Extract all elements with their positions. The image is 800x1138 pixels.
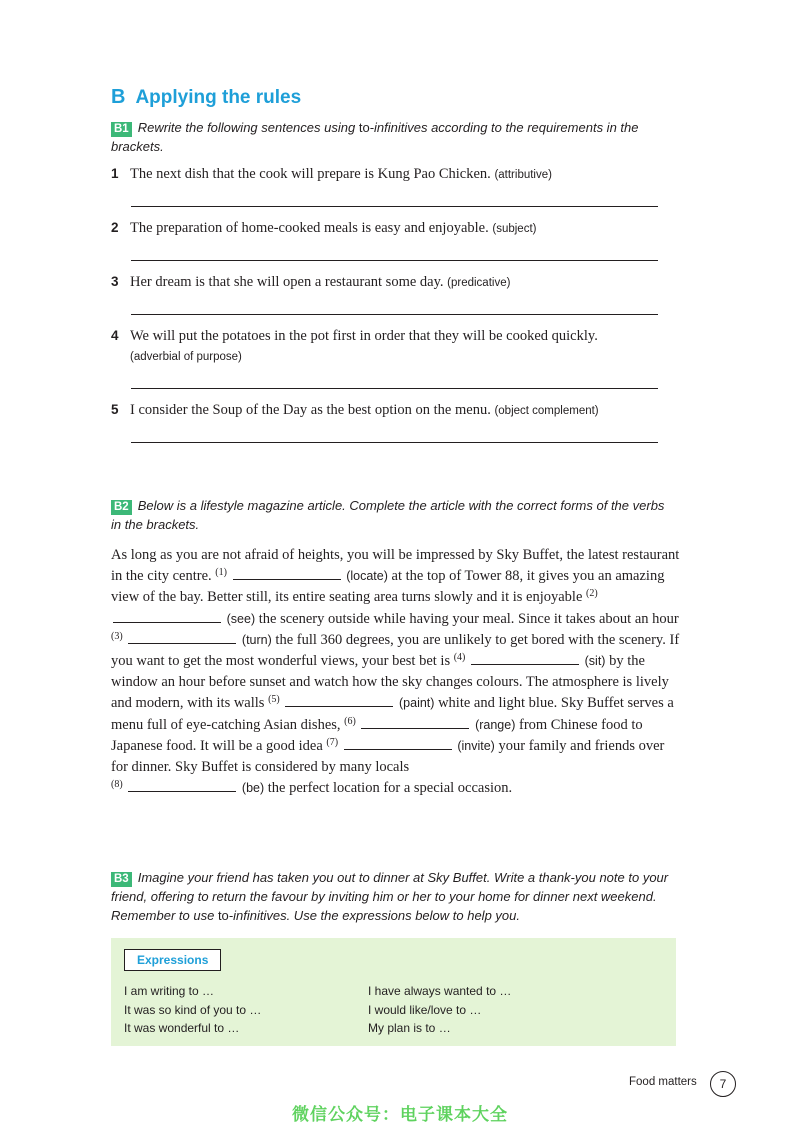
question-4: [111, 325, 681, 368]
b3-instr-part1: Imagine your friend has taken you out to dinner at Sky Buffet. Write a thank-you note to your friend, offering to return the favour by inviting him or her to your home for dinner next weekend. Remember to use: [111, 870, 669, 923]
b2-badge: B2: [111, 500, 132, 515]
question-1: [111, 163, 681, 186]
verb-hint: (turn): [241, 632, 272, 647]
b3-instr-part2: -infinitives. Use the expressions below to help you.: [228, 908, 520, 923]
blank-number: (4): [453, 652, 466, 664]
question-5: [111, 399, 681, 422]
question-number: 4: [111, 328, 119, 343]
answer-line-1[interactable]: [131, 206, 658, 207]
question-number: 2: [111, 220, 119, 235]
question-number: 5: [111, 402, 119, 417]
article-text: the perfect location for a special occasion.: [267, 780, 513, 797]
b2-instructions: [111, 496, 676, 534]
verb-hint: (paint): [399, 696, 435, 711]
expression-item: I would like/love to …: [368, 1002, 482, 1017]
answer-line-3[interactable]: [131, 314, 658, 315]
expression-item: It was wonderful to …: [124, 1021, 240, 1035]
article-text: the scenery outside while having your meal. Since it takes about an hour: [258, 610, 679, 627]
verb-hint: (invite): [457, 738, 495, 753]
blank-number: (7): [326, 736, 339, 748]
question-text: The next dish that the cook will prepare is Kung Pao Chicken.: [130, 166, 491, 182]
blank-number: (5): [268, 694, 280, 706]
b1-instructions: [111, 118, 676, 156]
page-number: 7: [710, 1071, 736, 1097]
watermark: 微信公众号：电子课本大全: [292, 1105, 508, 1124]
answer-line-2[interactable]: [131, 260, 658, 261]
question-2: [111, 217, 681, 240]
b2-article: [111, 545, 681, 799]
blank-7[interactable]: [344, 737, 452, 750]
expression-item: My plan is to …: [368, 1021, 451, 1035]
expression-item: I am writing to …: [124, 984, 215, 998]
verb-hint: (sit): [584, 654, 606, 669]
section-letter: B: [111, 86, 126, 108]
b2-instr-text: Below is a lifestyle magazine article. Complete the article with the correct forms of the verbs in the brackets.: [111, 498, 665, 532]
verb-hint: (be): [241, 781, 265, 796]
expressions-box: [111, 938, 676, 1046]
verb-hint: (range): [475, 717, 516, 732]
blank-3[interactable]: [128, 631, 236, 644]
article-text: from Chinese food to Japanese food. It will be a good idea: [111, 716, 643, 754]
expression-item: I have always wanted to …: [368, 984, 512, 998]
article-text: at the top of Tower 88, it gives you an amazing view of the bay. Better still, its entire seating area turns slowly and it is enjoyable: [111, 568, 665, 606]
verb-hint: (locate): [346, 569, 388, 584]
section-heading: Applying the rules: [135, 87, 302, 108]
question-hint: (predicative): [447, 277, 511, 289]
blank-4[interactable]: [471, 652, 579, 665]
expressions-left-column: [124, 982, 261, 1038]
b3-badge: B3: [111, 872, 132, 887]
question-text: We will put the potatoes in the pot first in order that they will be cooked quickly.: [130, 328, 598, 344]
b1-badge: B1: [111, 122, 132, 137]
section-title: [111, 86, 301, 109]
b1-instr-part2: -infinitives according to the requirements in the brackets.: [111, 120, 639, 154]
answer-line-4[interactable]: [131, 388, 658, 389]
question-hint: (subject): [492, 223, 537, 235]
article-text: your family and friends over for dinner. Sky Buffet is considered by many locals: [111, 737, 665, 776]
question-number: 1: [111, 166, 119, 181]
blank-number: (6): [344, 715, 356, 727]
b3-instructions: [111, 868, 676, 925]
article-text: by the window an hour before sunset and watch how the sky changes colours. The atmosphere is lively and modern, with its walls: [111, 653, 669, 712]
expressions-right-column: [368, 982, 511, 1038]
question-hint: (adverbial of purpose): [130, 351, 242, 363]
footer-label: Food matters: [629, 1076, 697, 1088]
blank-8[interactable]: [128, 779, 236, 792]
article-text: the full 360 degrees, you are unlikely to get bored with the scenery. If you want to get the most wonderful views, your best bet is: [111, 631, 680, 670]
article-text: As long as you are not afraid of heights, you will be impressed by Sky Buffet, the latest restaurant in the city centre.: [111, 547, 680, 585]
blank-1[interactable]: [233, 567, 341, 580]
question-text: The preparation of home-cooked meals is easy and enjoyable.: [130, 220, 489, 236]
article-text: white and light blue. Sky Buffet serves a menu full of eye-catching Asian dishes,: [111, 695, 674, 733]
verb-hint: (see): [226, 611, 256, 626]
expressions-title: Expressions: [124, 949, 221, 971]
blank-number: (3): [111, 630, 123, 642]
blank-number: (8): [111, 779, 123, 791]
b3-instr-keyword: to: [217, 908, 229, 923]
question-number: 3: [111, 274, 119, 289]
question-3: [111, 271, 681, 294]
blank-6[interactable]: [361, 716, 469, 729]
question-text: I consider the Soup of the Day as the best option on the menu.: [130, 402, 491, 418]
question-text: Her dream is that she will open a restaurant some day.: [130, 274, 444, 290]
blank-2[interactable]: [113, 610, 221, 623]
blank-5[interactable]: [285, 694, 393, 707]
blank-number: (1): [215, 567, 227, 579]
expression-item: It was so kind of you to …: [124, 1002, 262, 1017]
b1-instr-keyword: to: [358, 120, 370, 135]
question-hint: (object complement): [494, 405, 599, 417]
blank-number: (2): [586, 588, 598, 600]
answer-line-5[interactable]: [131, 442, 658, 443]
b1-instr-part1: Rewrite the following sentences using: [137, 120, 359, 135]
question-hint: (attributive): [494, 169, 552, 181]
